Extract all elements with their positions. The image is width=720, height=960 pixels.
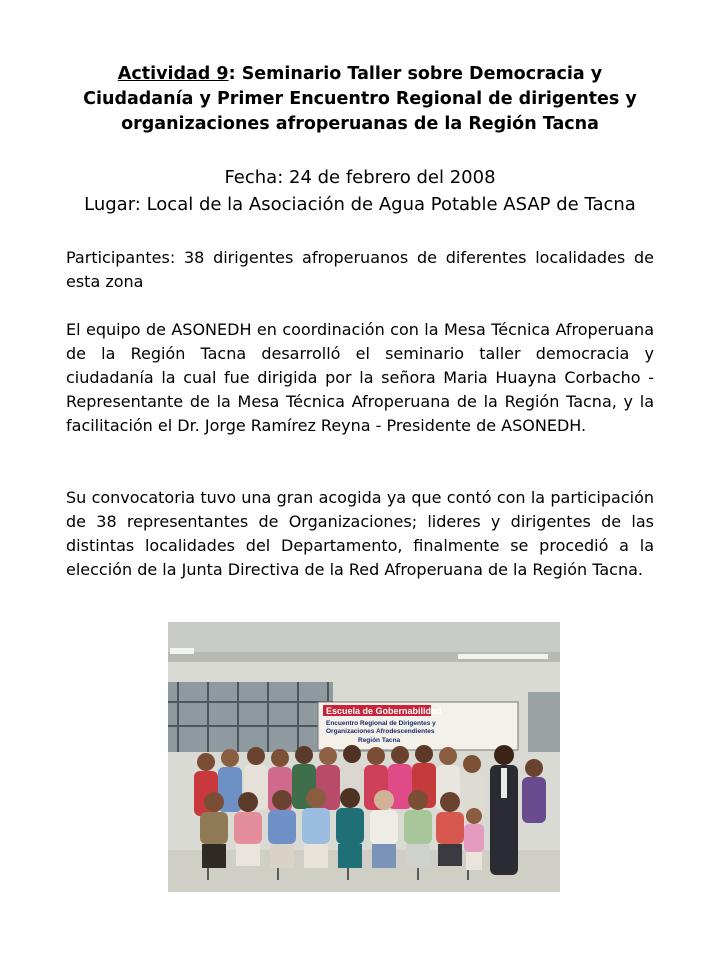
description-paragraph: El equipo de ASONEDH en coordinación con la Mesa Técnica Afroperuana de la Región Tacna desarrolló el seminario taller democracia y ciudadanía la cual fue dirigida por la señora Maria Huayna Corbacho - Representante de la Mesa Técnica Afroperuana de la Región Tacna, y la facilitación el Dr. Jorge Ramírez Reyna - Presidente de ASONEDH. <box>66 320 654 435</box>
person <box>404 790 432 868</box>
banner-line1: Encuentro Regional de Dirigentes y <box>326 720 436 727</box>
person <box>200 792 228 868</box>
banner-line3: Región Tacna <box>358 737 401 744</box>
event-place: Lugar: Local de la Asociación de Agua Potable ASAP de Tacna <box>84 194 636 215</box>
right-shutter <box>528 692 560 752</box>
banner-title: Escuela de Gobernabilidad <box>326 706 442 716</box>
summary-paragraph: Su convocatoria tuvo una gran acogida ya que contó con la participación de 38 representantes de Organizaciones; lideres y dirigentes de las distintas localidades del Departamento, finalmente se procedió a la elección de la Junta Directiva de la Red Afroperuana de la Región Tacna. <box>66 488 654 579</box>
person <box>436 792 464 866</box>
person <box>464 808 484 870</box>
person <box>522 759 546 823</box>
person <box>268 790 296 868</box>
heading-line1-rest: : Seminario Taller sobre Democracia y <box>228 64 603 84</box>
participants-paragraph: Participantes: 38 dirigentes afroperuanos de diferentes localidades de esta zona <box>66 248 654 291</box>
heading-line2: Ciudadanía y Primer Encuentro Regional de dirigentes y <box>83 89 637 109</box>
activity-heading <box>60 62 660 137</box>
group-photo <box>168 622 560 892</box>
heading-line3: organizaciones afroperuanas de la Región Tacna <box>121 114 599 134</box>
banner <box>318 702 518 750</box>
back-window <box>168 682 333 752</box>
ceiling-light-left <box>170 648 194 654</box>
person <box>370 790 398 868</box>
group-photo-illustration <box>168 622 560 892</box>
event-date: Fecha: 24 de febrero del 2008 <box>224 167 496 188</box>
person <box>234 792 262 866</box>
activity-number: Actividad 9 <box>117 64 229 84</box>
front-row <box>200 788 484 870</box>
event-meta <box>40 164 680 218</box>
banner-line2: Organizaciones Afrodescendientes <box>326 728 435 735</box>
ceiling-light <box>458 654 548 659</box>
